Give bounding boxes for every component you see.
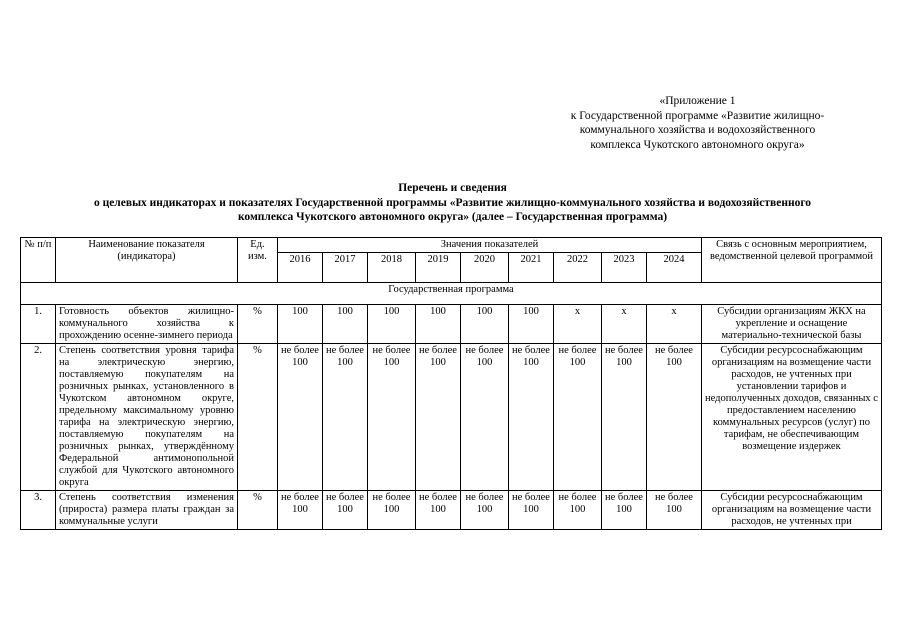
header-values-group: Значения показателей [278,238,702,253]
row-value: не более 100 [647,344,702,491]
row-value: не более 100 [368,344,416,491]
row-value: х [647,305,702,344]
header-unit: Ед. изм. [238,238,278,283]
row-value: 100 [368,305,416,344]
header-year: 2016 [278,253,323,283]
row-link: Субсидии организациям ЖКХ на укрепление и оснащение материально-технической базы [702,305,882,344]
row-num: 3. [21,491,56,530]
header-link: Связь с основным мероприятием, ведомственной целевой программой [702,238,882,283]
row-value: 100 [323,305,368,344]
title-line: о целевых индикаторах и показателях Государственной программы «Развитие жилищно-коммунального хозяйства и водохозяйственного [93,196,812,209]
row-num: 1. [21,305,56,344]
row-value: не более 100 [602,344,647,491]
row-value: не более 100 [647,491,702,530]
row-value: не более 100 [323,344,368,491]
indicators-table [20,237,882,530]
row-num: 2. [21,344,56,491]
row-value: не более 100 [416,491,461,530]
header-year: 2020 [461,253,509,283]
title-line: комплекса Чукотского автономного округа» (далее – Государственная программа) [237,211,668,223]
appendix-line: коммунального хозяйства и водохозяйственного [579,124,816,136]
header-year: 2024 [647,253,702,283]
row-value: 100 [278,305,323,344]
row-value: не более 100 [461,491,509,530]
row-name: Степень соответствия уровня тарифа на электрическую энергию, поставляемую покупателям на розничных рынках, установленного в Чукотском автономном округе, предельному максимальному уровню тарифа на электрическую энергию, поставляемую покупателям на розничных рынках, утверждённому Федеральной антимонопольной службой для Чукотского автономного округа [56,344,238,491]
appendix-caption [540,94,855,152]
row-value: 100 [416,305,461,344]
appendix-line: «Приложение 1 [659,95,736,107]
row-unit: % [238,344,278,491]
appendix-line: к Государственной программе «Развитие жилищно- [570,109,825,122]
header-year: 2017 [323,253,368,283]
header-year: 2022 [554,253,602,283]
row-value: не более 100 [278,491,323,530]
row-value: х [602,305,647,344]
header-year: 2021 [509,253,554,283]
row-link: Субсидии ресурсоснабжающим организациям на возмещение части расходов, не учтенных при установлении тарифов и недополученных доходов, связанных с предоставлением населению коммунальных ресурсов (услуг) по тарифам, не обеспечивающим возмещение издержек [702,344,882,491]
row-value: не более 100 [509,344,554,491]
row-value: не более 100 [554,344,602,491]
row-value: не более 100 [323,491,368,530]
row-value: не более 100 [368,491,416,530]
title-line: Перечень и сведения [398,182,507,194]
header-year: 2018 [368,253,416,283]
header-year: 2019 [416,253,461,283]
table-row [21,491,882,530]
row-value: не более 100 [509,491,554,530]
row-value: 100 [509,305,554,344]
row-name: Степень соответствия изменения (прироста) размера платы граждан за коммунальные услуги [56,491,238,530]
row-link: Субсидии ресурсоснабжающим организациям на возмещение части расходов, не учтенных при [702,491,882,530]
row-value: 100 [461,305,509,344]
section-title: Государственная программа [21,283,882,305]
table-row [21,344,882,491]
row-value: не более 100 [602,491,647,530]
row-name: Готовность объектов жилищно-коммунального хозяйства к прохождению осенне-зимнего периода [56,305,238,344]
row-unit: % [238,491,278,530]
row-value: не более 100 [278,344,323,491]
row-value: не более 100 [416,344,461,491]
appendix-line: комплекса Чукотского автономного округа» [590,138,805,151]
row-value: не более 100 [461,344,509,491]
row-unit: % [238,305,278,344]
row-value: не более 100 [554,491,602,530]
header-num: № п/п [21,238,56,283]
row-value: х [554,305,602,344]
header-name: Наименование показателя (индикатора) [56,238,238,283]
table-row [21,305,882,344]
document-title [20,181,885,225]
header-year: 2023 [602,253,647,283]
